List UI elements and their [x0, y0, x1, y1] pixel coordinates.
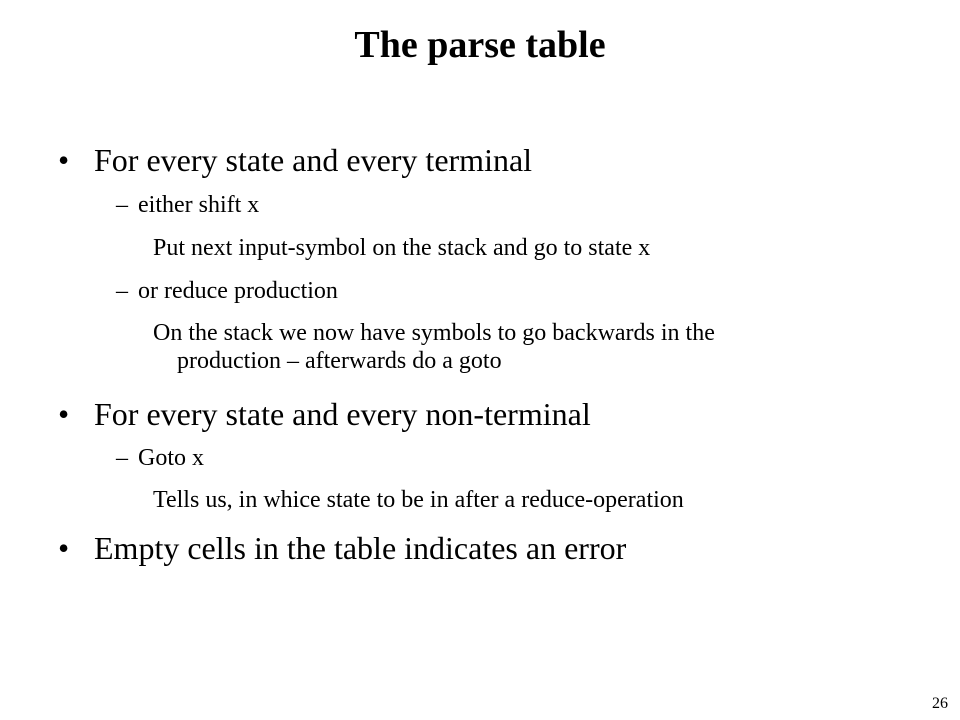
bullet-item-empty-cells: Empty cells in the table indicates an error — [94, 530, 627, 566]
bullet-item-terminal: For every state and every terminal — [94, 142, 533, 178]
bullet-marker: • — [58, 530, 70, 566]
bullet-marker: • — [58, 396, 70, 432]
bullet-marker: • — [58, 142, 70, 178]
sub-item-shift: either shift x — [138, 192, 260, 218]
dash-marker: – — [116, 278, 128, 304]
sub-item-reduce: or reduce production — [138, 278, 338, 304]
dash-marker: – — [116, 192, 128, 218]
detail-shift: Put next input-symbol on the stack and go to state x — [153, 235, 651, 261]
detail-goto: Tells us, in whice state to be in after a reduce-operation — [153, 487, 684, 513]
detail-reduce-line-1: On the stack we now have symbols to go backwards in the — [153, 320, 715, 346]
slide-title: The parse table — [354, 24, 606, 66]
page-number: 26 — [932, 695, 948, 712]
detail-reduce-line-2: production – afterwards do a goto — [177, 348, 502, 374]
sub-item-goto: Goto x — [138, 445, 204, 471]
dash-marker: – — [116, 445, 128, 471]
bullet-item-nonterminal: For every state and every non-terminal — [94, 396, 591, 432]
